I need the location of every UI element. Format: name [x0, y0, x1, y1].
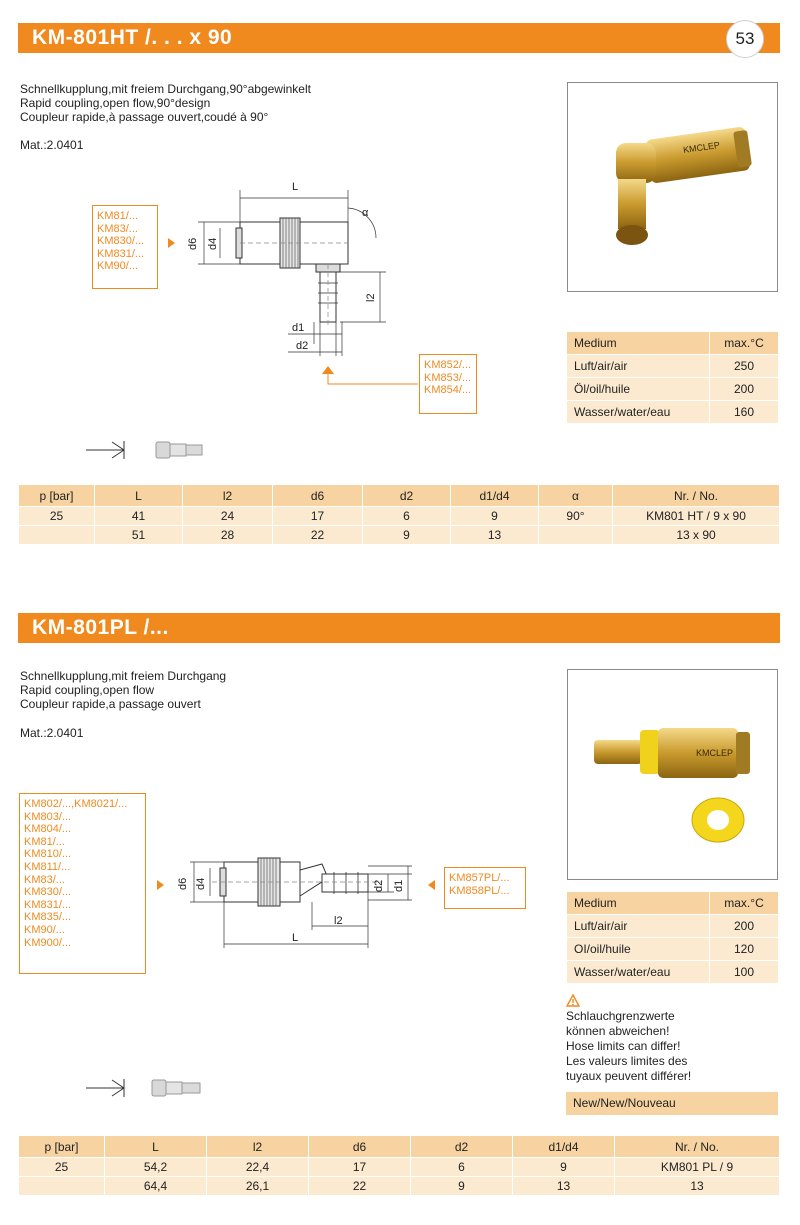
label-item: KM90/...	[24, 923, 65, 936]
table-row	[19, 526, 780, 545]
section1-spec-table	[18, 484, 780, 545]
section1-medium-table	[566, 331, 779, 424]
label-item: KM83/...	[97, 222, 138, 235]
table-cell: 120	[710, 938, 779, 961]
section2-description	[20, 669, 226, 711]
table-cell: 25	[19, 507, 95, 526]
table-cell: KM801 PL / 9	[615, 1158, 780, 1177]
table-header: α	[539, 485, 613, 507]
warning-line: Les valeurs limites des	[566, 1054, 688, 1068]
desc-line: Schnellkupplung,mit freiem Durchgang	[20, 669, 227, 683]
label-item: KM852/...	[424, 359, 472, 371]
table-cell: 9	[411, 1177, 513, 1196]
table-cell: 22,4	[207, 1158, 309, 1177]
table-cell: 24	[183, 507, 273, 526]
table-cell: 6	[363, 507, 451, 526]
section1-title: KM-801HT /. . . x 90	[32, 26, 233, 49]
section1-description	[20, 82, 311, 124]
table-cell: 6	[411, 1158, 513, 1177]
table-header: max.°C	[710, 892, 779, 915]
dim-d1: d1	[292, 322, 305, 334]
table-cell: OI/oil/huile	[567, 938, 710, 961]
warning-icon	[566, 994, 580, 1007]
section2-compatible-right	[444, 867, 526, 909]
table-header: p [bar]	[19, 1136, 105, 1158]
table-cell: 160	[710, 401, 779, 424]
hose-limits-warning	[566, 1009, 691, 1084]
dim-d2: d2	[296, 340, 309, 352]
dim-l2: l2	[365, 293, 377, 302]
table-cell: 54,2	[105, 1158, 207, 1177]
label-item: KM900/...	[24, 936, 72, 949]
label-item: KM802/...,KM8021/...	[24, 798, 128, 810]
table-header: d2	[363, 485, 451, 507]
hose-fitting-icon	[86, 1074, 216, 1102]
table-cell: 13 x 90	[613, 526, 780, 545]
table-header: l2	[183, 485, 273, 507]
table-header: max.°C	[710, 332, 779, 355]
section1-connector-line	[322, 366, 422, 390]
table-cell: 64,4	[105, 1177, 207, 1196]
label-item: KM831/...	[24, 898, 72, 911]
photo-brand-text: KMCLEP	[682, 139, 721, 155]
dim-d2: d2	[373, 879, 385, 892]
section2-product-photo	[567, 669, 778, 880]
new-badge: New/New/Nouveau	[566, 1092, 778, 1115]
table-cell: 17	[309, 1158, 411, 1177]
dim-d4: d4	[195, 877, 207, 890]
warning-line: tuyaux peuvent différer!	[566, 1069, 692, 1083]
table-cell: 9	[513, 1158, 615, 1177]
section2-technical-drawing	[172, 848, 424, 948]
table-row	[567, 938, 779, 961]
desc-line: Schnellkupplung,mit freiem Durchgang,90°abgewinkelt	[20, 82, 311, 96]
table-cell: 250	[710, 355, 779, 378]
table-cell: 9	[451, 507, 539, 526]
table-header: d1/d4	[451, 485, 539, 507]
table-cell: 22	[273, 526, 363, 545]
dim-d6: d6	[177, 877, 189, 890]
dim-L: L	[292, 932, 299, 944]
table-row	[567, 961, 779, 984]
section2-title: KM-801PL /...	[32, 616, 169, 639]
table-header: d6	[309, 1136, 411, 1158]
table-row	[567, 401, 779, 424]
table-header: d1/d4	[513, 1136, 615, 1158]
section1-product-photo	[567, 82, 778, 292]
table-cell: Öl/oil/huile	[567, 378, 710, 401]
section1-technical-drawing	[180, 178, 390, 358]
desc-line: Rapid coupling,open flow	[20, 683, 155, 697]
table-header-row	[19, 1136, 780, 1158]
dim-d4: d4	[207, 237, 219, 250]
table-cell: 13	[615, 1177, 780, 1196]
hose-fitting-icon	[86, 436, 216, 464]
section2-compatible-left	[19, 793, 146, 974]
label-item: KM858PL/...	[449, 884, 510, 897]
table-cell: KM801 HT / 9 x 90	[613, 507, 780, 526]
table-header: l2	[207, 1136, 309, 1158]
table-cell: 200	[710, 915, 779, 938]
table-cell: 26,1	[207, 1177, 309, 1196]
table-row	[567, 915, 779, 938]
desc-line: Rapid coupling,open flow,90°design	[20, 96, 211, 110]
dim-alpha: α	[362, 207, 369, 219]
table-cell: 25	[19, 1158, 105, 1177]
table-cell: 17	[273, 507, 363, 526]
section2-material: Mat.:2.0401	[20, 726, 84, 740]
table-cell: 200	[710, 378, 779, 401]
table-cell: 90°	[539, 507, 613, 526]
table-cell: 28	[183, 526, 273, 545]
table-cell: 41	[95, 507, 183, 526]
arrow-right-icon	[168, 238, 175, 248]
table-row	[567, 378, 779, 401]
table-cell	[19, 1177, 105, 1196]
warning-line: können abweichen!	[566, 1024, 670, 1038]
table-header: p [bar]	[19, 485, 95, 507]
table-header: d6	[273, 485, 363, 507]
label-item: KM803/...	[24, 810, 72, 823]
dim-d1: d1	[393, 879, 405, 892]
table-cell: Luft/air/air	[567, 355, 710, 378]
label-item: KM81/...	[97, 210, 138, 222]
section2-spec-table	[18, 1135, 780, 1196]
table-row	[567, 355, 779, 378]
table-row	[19, 507, 780, 526]
photo-brand-text: KMCLEP	[696, 748, 734, 758]
arrow-left-icon	[428, 880, 435, 890]
table-cell: 100	[710, 961, 779, 984]
section2-medium-table	[566, 891, 779, 984]
desc-line: Coupleur rapide,à passage ouvert,coudé à 90°	[20, 110, 269, 124]
table-header: d2	[411, 1136, 513, 1158]
table-row	[19, 1177, 780, 1196]
warning-line: Hose limits can differ!	[566, 1039, 681, 1053]
page-number: 53	[726, 20, 764, 58]
table-cell: 9	[363, 526, 451, 545]
arrow-right-icon	[157, 880, 164, 890]
section1-compatible-left	[92, 205, 158, 289]
straight-coupling-image	[568, 670, 777, 879]
table-cell: Wasser/water/eau	[567, 961, 710, 984]
table-cell: 13	[451, 526, 539, 545]
label-item: KM854/...	[424, 384, 472, 397]
table-header: L	[95, 485, 183, 507]
desc-line: Coupleur rapide,a passage ouvert	[20, 697, 201, 711]
label-item: KM811/...	[24, 860, 71, 873]
table-cell	[19, 526, 95, 545]
label-item: KM810/...	[24, 848, 72, 861]
table-header: Medium	[567, 892, 710, 915]
table-cell: 51	[95, 526, 183, 545]
table-header: Nr. / No.	[615, 1136, 780, 1158]
dim-d6: d6	[187, 237, 199, 250]
table-cell: Wasser/water/eau	[567, 401, 710, 424]
table-header-row	[567, 892, 779, 915]
table-header: L	[105, 1136, 207, 1158]
section1-material: Mat.:2.0401	[20, 138, 84, 152]
table-row	[19, 1158, 780, 1177]
dim-l2: l2	[334, 915, 343, 927]
section1-banner	[18, 23, 780, 53]
table-cell: Luft/air/air	[567, 915, 710, 938]
label-item: KM857PL/...	[449, 872, 510, 884]
label-item: KM81/...	[24, 835, 65, 848]
elbow-coupling-image	[568, 83, 777, 291]
label-item: KM831/...	[97, 247, 145, 260]
dim-L: L	[292, 181, 299, 193]
section2-banner	[18, 613, 780, 643]
table-cell	[539, 526, 613, 545]
table-header-row	[19, 485, 780, 507]
table-header: Medium	[567, 332, 710, 355]
label-item: KM853/...	[424, 371, 472, 384]
label-item: KM804/...	[24, 823, 72, 836]
label-item: KM830/...	[24, 886, 72, 899]
table-cell: 22	[309, 1177, 411, 1196]
label-item: KM835/...	[24, 911, 72, 924]
label-item: KM83/...	[24, 873, 65, 886]
table-cell: 13	[513, 1177, 615, 1196]
table-header: Nr. / No.	[613, 485, 780, 507]
label-item: KM830/...	[97, 235, 145, 248]
warning-line: Schlauchgrenzwerte	[566, 1009, 675, 1023]
label-item: KM90/...	[97, 260, 138, 273]
table-header-row	[567, 332, 779, 355]
section1-compatible-right	[419, 354, 477, 414]
